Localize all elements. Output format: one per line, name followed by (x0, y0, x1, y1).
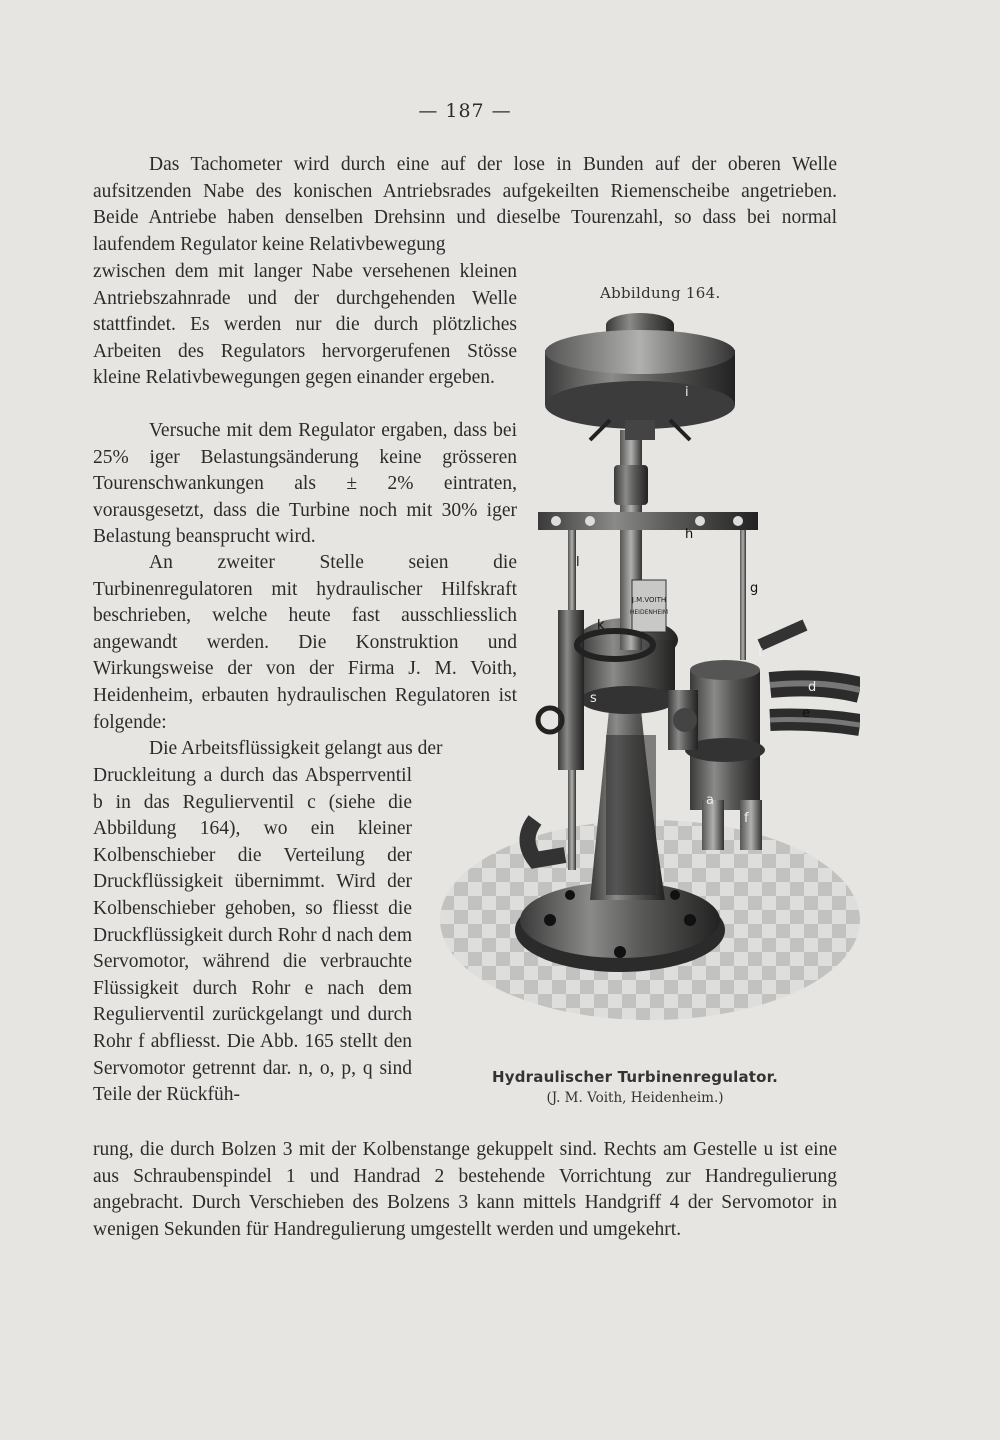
figure-caption: Hydraulischer Turbinenregulator. (492, 1068, 778, 1086)
part-letter-k: k (597, 618, 605, 633)
page-number: — 187 — (418, 100, 512, 122)
part-letter-i: i (685, 385, 689, 400)
part-letter-a: a (706, 793, 714, 808)
part-letter-f: f (744, 811, 749, 826)
nameplate-line-1: J.M.VOITH (631, 596, 667, 604)
nameplate-line-2: HEIDENHEIM (629, 609, 669, 616)
paragraph-6: Druckleitung a durch das Absperrventil b in das Regulierventil c (siehe die Abbildung 164), wo ein kleiner Kolbenschieber die Verteilung der Druckflüssigkeit übernimmt. Wird der Kolbenschieber gehoben, so fliesst die Druckflüssigkeit durch Rohr d nach dem Servomotor, während die verbrauchte Flüssigkeit durch Rohr e nach dem Regulierventil zurückgelangt und durch Rohr f abfliesst. Die Abb. 165 stellt den Servomotor getrennt dar. n, o, p, q sind Teile der Rückfüh- (93, 765, 412, 1106)
figure-credit: (J. M. Voith, Heidenheim.) (546, 1090, 724, 1106)
part-letter-s: s (590, 691, 597, 706)
part-letter-g: g (750, 581, 759, 596)
paragraph-5: Die Arbeitsflüssigkeit gelangt aus der (149, 738, 443, 759)
part-letter-h: h (685, 527, 694, 542)
paragraph-4: An zweiter Stelle seien die Turbinenregulatoren mit hydraulischer Hilfskraft beschrieben, welche heute fast ausschliesslich angewandt werden. Die Konstruktion und Wirkungsweise der von der Firma J. M. Voith, Heidenheim, erbauten hydraulischen Regulatoren ist folgende: (93, 552, 517, 733)
paragraph-7: rung, die durch Bolzen 3 mit der Kolbenstange gekuppelt sind. Rechts am Gestelle u ist eine aus Schraubenspindel 1 und Handrad 2 bestehende Vorrichtung zur Handregulierung angebracht. Durch Verschieben des Bolzens 3 kann mittels Handgriff 4 der Servomotor in wenigen Sekunden für Handregulierung umgestellt werden und umgekehrt. (93, 1139, 837, 1240)
part-letter-t: t (758, 645, 764, 660)
part-letter-l: l (576, 555, 580, 570)
paragraph-1: Das Tachometer wird durch eine auf der lose in Bunden auf der oberen Welle aufsitzenden Nabe des konischen Antriebsrades aufgekeilten Riemenscheibe angetrieben. Beide Antriebe haben denselben Drehsinn und dieselbe Tourenzahl, so dass bei normal laufendem Regulator keine Relativbewegung (93, 154, 837, 255)
part-letter-e: e (802, 706, 810, 721)
paragraph-3: Versuche mit dem Regulator ergaben, dass bei 25% iger Belastungsänderung keine grösseren Tourenschwankungen als ± 2% eintraten, vorausgesetzt, dass die Turbine noch mit 30% iger Belastung beansprucht wird. (93, 420, 517, 548)
turbine-regulator-illustration (440, 280, 860, 1130)
right-rod (740, 530, 746, 660)
paragraph-2: zwischen dem mit langer Nabe versehenen kleinen Antriebszahnrade und der durchgehenden Welle stattfindet. Es werden nur die durch plötzliches Arbeiten des Regulators hervorgerufenen Stösse kleine Relativbewegungen gegen einander ergeben. (93, 261, 517, 389)
figure-label: Abbildung 164. (600, 284, 721, 302)
lever-crossbar (538, 512, 758, 530)
part-letter-d: d (808, 680, 817, 695)
